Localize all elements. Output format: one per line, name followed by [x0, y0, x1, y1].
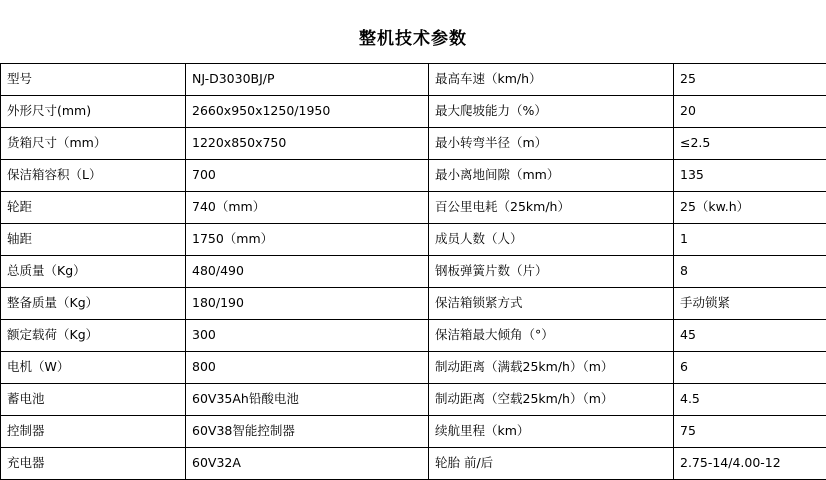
- table-row: [1, 160, 826, 192]
- table-row: [1, 448, 826, 480]
- spec-value: 300: [186, 320, 429, 352]
- spec-label: 额定载荷（Kg）: [1, 320, 186, 352]
- spec-label: 最高车速（km/h）: [429, 64, 674, 96]
- spec-value: 6: [674, 352, 826, 384]
- spec-label: 制动距离（空载25km/h）（m）: [429, 384, 674, 416]
- spec-value: 25（kw.h）: [674, 192, 826, 224]
- spec-value: 60V38智能控制器: [186, 416, 429, 448]
- table-row: [1, 288, 826, 320]
- spec-value: 25: [674, 64, 826, 96]
- spec-value: ≤2.5: [674, 128, 826, 160]
- spec-value: 20: [674, 96, 826, 128]
- spec-label: 蓄电池: [1, 384, 186, 416]
- spec-value: 480/490: [186, 256, 429, 288]
- spec-label: 货箱尺寸（mm）: [1, 128, 186, 160]
- table-row: [1, 64, 826, 96]
- spec-value: 2660x950x1250/1950: [186, 96, 429, 128]
- table-row: [1, 352, 826, 384]
- spec-label: 制动距离（满载25km/h）（m）: [429, 352, 674, 384]
- table-row: [1, 256, 826, 288]
- spec-label: 最小离地间隙（mm）: [429, 160, 674, 192]
- spec-label: 控制器: [1, 416, 186, 448]
- spec-label: 总质量（Kg）: [1, 256, 186, 288]
- spec-label: 保洁箱最大倾角（°）: [429, 320, 674, 352]
- spec-value: 45: [674, 320, 826, 352]
- spec-value: 700: [186, 160, 429, 192]
- spec-label: 充电器: [1, 448, 186, 480]
- spec-value: 740（mm）: [186, 192, 429, 224]
- spec-label: 百公里电耗（25km/h）: [429, 192, 674, 224]
- spec-label: 型号: [1, 64, 186, 96]
- table-row: [1, 192, 826, 224]
- table-row: [1, 320, 826, 352]
- spec-label: 轮距: [1, 192, 186, 224]
- spec-value: 8: [674, 256, 826, 288]
- specifications-table: [0, 63, 826, 480]
- spec-value: 1: [674, 224, 826, 256]
- spec-value: 2.75-14/4.00-12: [674, 448, 826, 480]
- spec-value: 135: [674, 160, 826, 192]
- spec-value: 60V32A: [186, 448, 429, 480]
- spec-value: 4.5: [674, 384, 826, 416]
- spec-label: 电机（W）: [1, 352, 186, 384]
- spec-label: 外形尺寸(mm): [1, 96, 186, 128]
- spec-value: 800: [186, 352, 429, 384]
- spec-label: 保洁箱容积（L）: [1, 160, 186, 192]
- table-row: [1, 224, 826, 256]
- page-title: 整机技术参数: [0, 0, 826, 63]
- spec-label: 成员人数（人）: [429, 224, 674, 256]
- table-row: [1, 128, 826, 160]
- spec-value: 60V35Ah铅酸电池: [186, 384, 429, 416]
- spec-label: 轮胎 前/后: [429, 448, 674, 480]
- spec-label: 续航里程（km）: [429, 416, 674, 448]
- table-body: [1, 64, 826, 480]
- spec-label: 钢板弹簧片数（片）: [429, 256, 674, 288]
- spec-label: 最大爬坡能力（%）: [429, 96, 674, 128]
- spec-value: 180/190: [186, 288, 429, 320]
- spec-label: 整备质量（Kg）: [1, 288, 186, 320]
- spec-value: 1750（mm）: [186, 224, 429, 256]
- table-row: [1, 96, 826, 128]
- spec-value: 1220x850x750: [186, 128, 429, 160]
- spec-label: 轴距: [1, 224, 186, 256]
- spec-label: 最小转弯半径（m）: [429, 128, 674, 160]
- table-row: [1, 384, 826, 416]
- table-row: [1, 416, 826, 448]
- spec-value: 75: [674, 416, 826, 448]
- spec-label: 保洁箱锁紧方式: [429, 288, 674, 320]
- spec-value: 手动锁紧: [674, 288, 826, 320]
- spec-value: NJ-D3030BJ/P: [186, 64, 429, 96]
